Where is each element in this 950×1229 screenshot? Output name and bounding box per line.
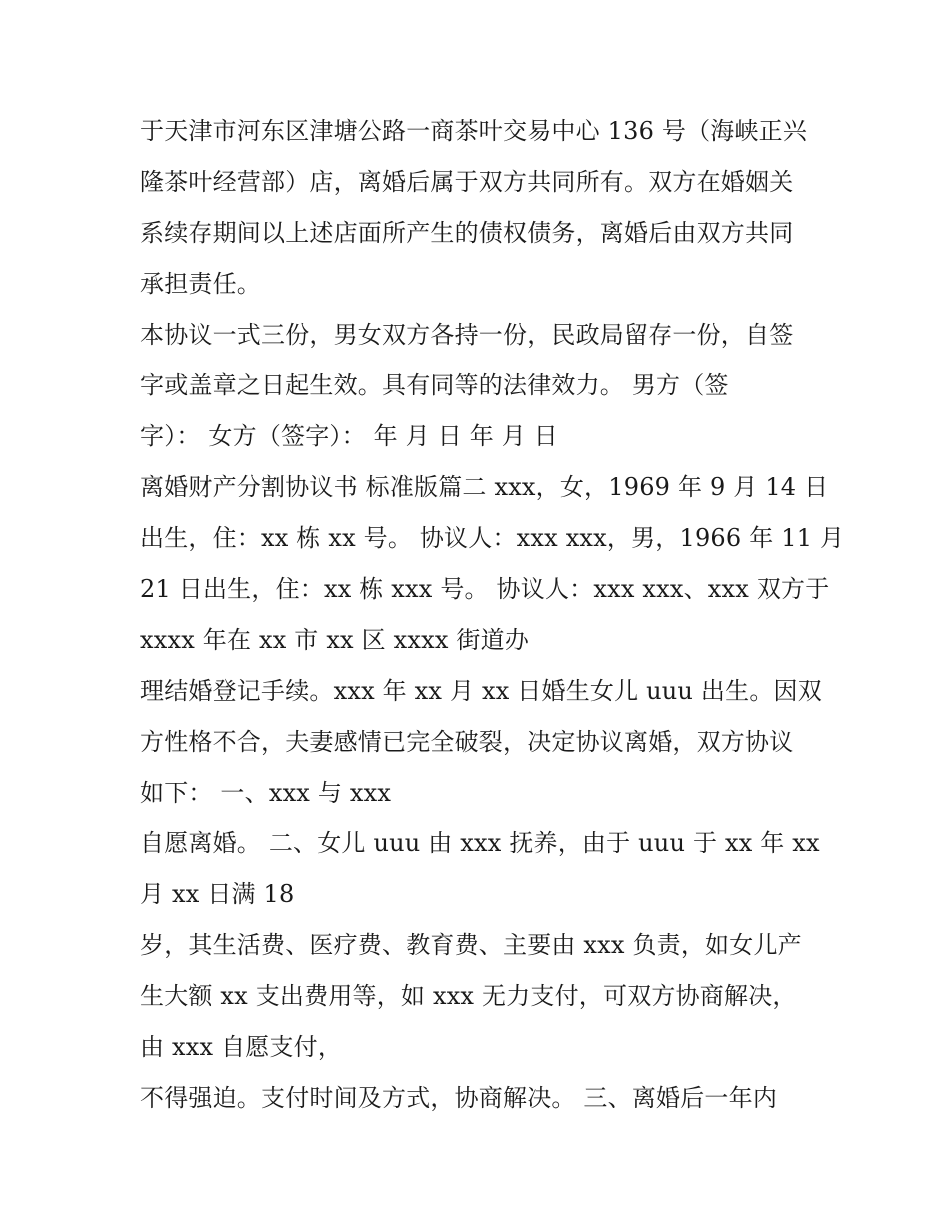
- text-line: 自愿离婚。 二、女儿 uuu 由 xxx 抚养，由于 uuu 于 xx 年 xx: [140, 829, 820, 858]
- text-line: xxxx 年在 xx 市 xx 区 xxxx 街道办: [140, 625, 530, 654]
- text-line: 本协议一式三份，男女双方各持一份，民政局留存一份，自签: [140, 320, 794, 349]
- text-line: 21 日出生，住：xx 栋 xxx 号。 协议人：xxx xxx、xxx 双方于: [140, 575, 830, 604]
- text-line: 生大额 xx 支出费用等，如 xxx 无力支付，可双方协商解决，: [140, 982, 797, 1011]
- text-line: 不得强迫。支付时间及方式，协商解决。 三、离婚后一年内: [140, 1083, 778, 1112]
- text-line: 系续存期间以上述店面所产生的债权债务，离婚后由双方共同: [140, 218, 794, 247]
- text-line: 离婚财产分割协议书 标准版篇二 xxx，女，1969 年 9 月 14 日: [140, 473, 829, 502]
- text-line: 出生，住：xx 栋 xx 号。 协议人：xxx xxx，男，1966 年 11 月: [140, 524, 845, 553]
- document-body: [140, 106, 845, 1124]
- text-line: 理结婚登记手续。xxx 年 xx 月 xx 日婚生女儿 uuu 出生。因双: [140, 676, 822, 705]
- text-line: 承担责任。: [140, 269, 261, 298]
- text-line: 于天津市河东区津塘公路一商茶叶交易中心 136 号（海峡正兴: [140, 117, 808, 145]
- text-line: 月 xx 日满 18: [140, 880, 295, 909]
- text-line: 由 xxx 自愿支付，: [140, 1033, 343, 1062]
- text-line: 如下： 一、xxx 与 xxx: [140, 778, 392, 807]
- text-line: 隆茶叶经营部）店，离婚后属于双方共同所有。双方在婚姻关: [140, 167, 794, 196]
- text-line: 字或盖章之日起生效。具有同等的法律效力。 男方（签: [140, 371, 729, 400]
- text-line: 字）： 女方（签字）： 年 月 日 年 月 日: [140, 422, 559, 451]
- text-line: 岁，其生活费、医疗费、教育费、主要由 xxx 负责，如女儿产: [140, 931, 802, 960]
- text-line: 方性格不合，夫妻感情已完全破裂，决定协议离婚，双方协议: [140, 727, 794, 756]
